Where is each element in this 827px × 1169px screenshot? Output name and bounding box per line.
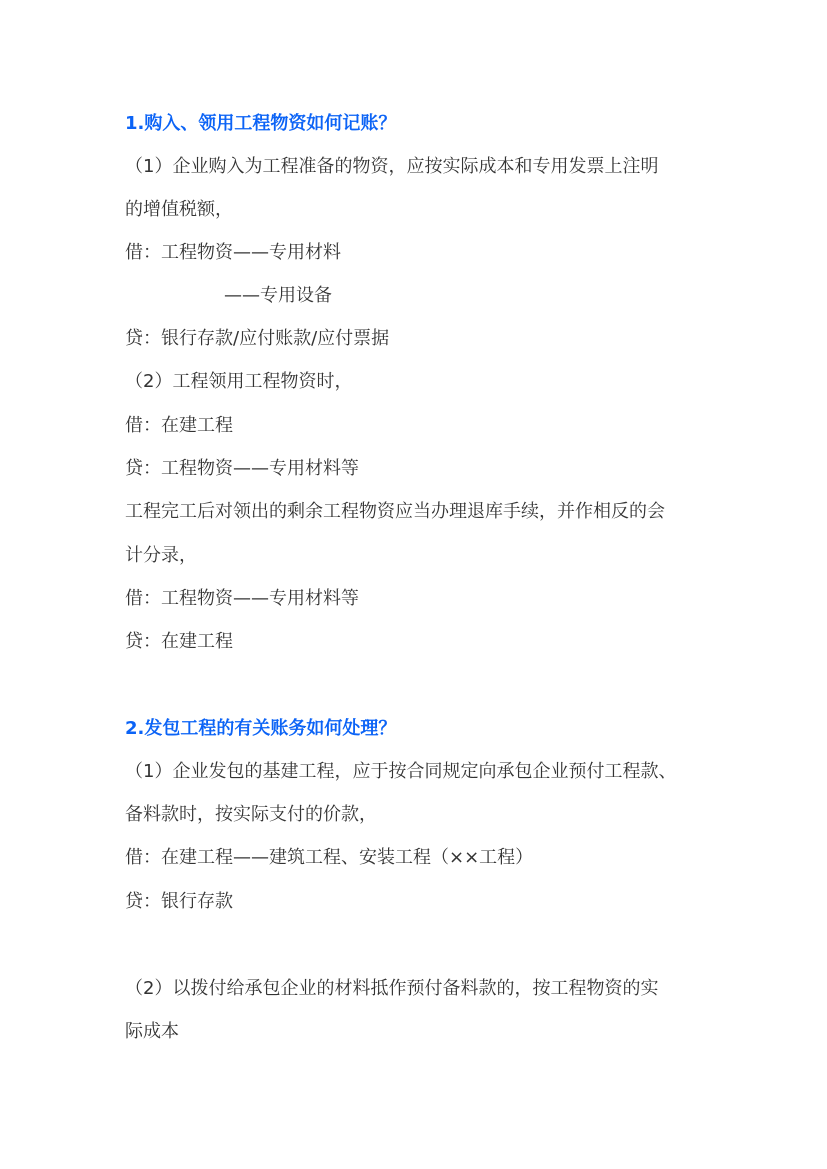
section1-line-4: ——专用设备: [224, 285, 332, 306]
section2-line-3: 借：在建工程——建筑工程、安装工程（××工程）: [125, 847, 534, 868]
section2-line-1: （1）企业发包的基建工程，应于按合同规定向承包企业预付工程款、: [125, 761, 677, 782]
section1-line-7: 借：在建工程: [125, 415, 233, 436]
section1-line-1: （1）企业购入为工程准备的物资，应按实际成本和专用发票上注明: [125, 156, 659, 177]
section1-line-8: 贷：工程物资——专用材料等: [125, 458, 359, 479]
section1-line-11: 借：工程物资——专用材料等: [125, 588, 359, 609]
section1-line-6: （2）工程领用工程物资时，: [125, 371, 353, 392]
section1-line-12: 贷：在建工程: [125, 631, 233, 652]
section1-line-5: 贷：银行存款/应付账款/应付票据: [125, 328, 390, 349]
section1-line-2: 的增值税额，: [125, 199, 233, 220]
section2-line-5: （2）以拨付给承包企业的材料抵作预付备料款的，按工程物资的实: [125, 978, 659, 999]
section1-line-10: 计分录，: [125, 545, 197, 566]
section2-line-2: 备料款时，按实际支付的价款，: [125, 804, 377, 825]
section2-line-6: 际成本: [125, 1021, 179, 1042]
section1-line-9: 工程完工后对领出的剩余工程物资应当办理退库手续，并作相反的会: [125, 501, 665, 522]
section1-heading: 1.购入、领用工程物资如何记账？: [125, 113, 397, 134]
section2-heading: 2.发包工程的有关账务如何处理？: [125, 718, 397, 739]
section2-line-4: 贷：银行存款: [125, 891, 233, 912]
section1-line-3: 借：工程物资——专用材料: [125, 242, 341, 263]
